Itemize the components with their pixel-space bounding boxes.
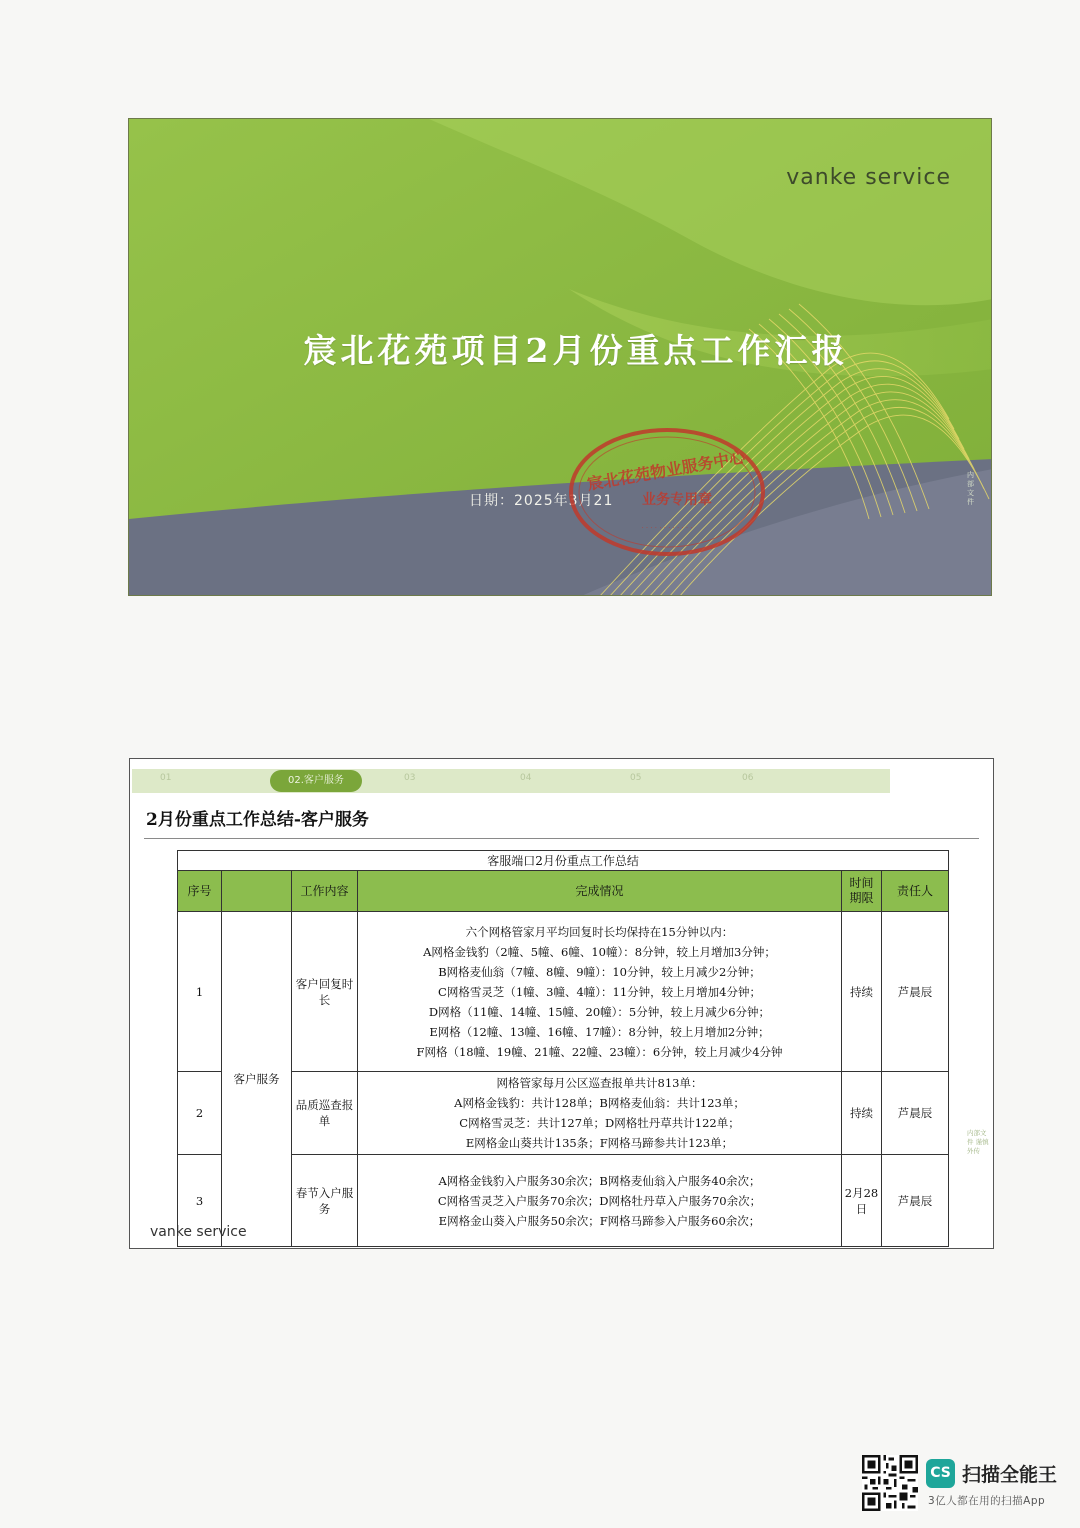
nav-tab-customer-service[interactable]: 02.客户服务	[270, 770, 362, 792]
detail-line: A网格金钱豹入户服务30余次；B网格麦仙翁入户服务40余次；	[438, 1173, 761, 1188]
cover-date: 日期：2025年3月21	[469, 493, 614, 509]
col-header-owner: 责任人	[882, 871, 949, 912]
detail-line: E网格金山葵共计135条；F网格马蹄参共计123单；	[465, 1136, 734, 1150]
col-header-category	[222, 871, 292, 912]
completion-details	[358, 912, 842, 1072]
detail-line: A网格金钱豹（2幢、5幢、6幢、10幢）：8分钟，较上月增加3分钟；	[423, 944, 776, 959]
table-row	[178, 1072, 949, 1155]
section-nav	[132, 769, 890, 793]
svg-text:业务专用章: 业务专用章	[642, 492, 712, 508]
detail-line: F网格（18幢、19幢、21幢、22幢、23幢）：6分钟，较上月减少4分钟	[416, 1044, 783, 1059]
detail-line: 六个网格管家月平均回复时长均保持在15分钟以内：	[465, 924, 734, 939]
detail-line: B网格麦仙翁（7幢、8幢、9幢）：10分钟，较上月减少2分钟；	[438, 964, 761, 979]
camscanner-logo-icon: CS	[926, 1459, 955, 1488]
detail-line: C网格雪灵芝：共计127单；D网格牡丹草共计122单；	[459, 1116, 740, 1130]
col-header-details: 完成情况	[358, 871, 842, 912]
nav-tab-04[interactable]: 04	[520, 773, 532, 783]
scanner-app-slogan: 3亿人都在用的扫描App	[928, 1495, 1046, 1507]
col-header-content: 工作内容	[292, 871, 358, 912]
detail-line: 网格管家每月公区巡查报单共计813单：	[496, 1076, 703, 1090]
nav-tab-03[interactable]: 03	[404, 773, 416, 783]
work-content: 客户回复时长	[292, 912, 358, 1072]
brand-logo: vanke service	[150, 1224, 247, 1240]
side-watermark: 内部文件	[967, 471, 974, 506]
detail-line: C网格雪灵芝（1幢、3幢、4幢）：11分钟，较上月增加4分钟；	[438, 984, 761, 999]
detail-line: E网格（12幢、13幢、16幢、17幢）：8分钟，较上月增加2分钟；	[429, 1024, 770, 1039]
deadline: 持续	[842, 912, 882, 1072]
detail-line: A网格金钱豹：共计128单；B网格麦仙翁：共计123单；	[454, 1096, 745, 1110]
cover-slide	[128, 118, 992, 596]
owner: 芦晨辰	[882, 1072, 949, 1155]
work-content: 春节入户服务	[292, 1155, 358, 1247]
detail-line: E网格金山葵入户服务50余次；F网格马蹄参入户服务60余次；	[438, 1213, 761, 1228]
table-row	[178, 1155, 949, 1247]
detail-line: D网格（11幢、14幢、15幢、20幢）：5分钟，较上月减少6分钟；	[428, 1004, 771, 1019]
brand-logo: vanke service	[786, 165, 951, 190]
nav-tab-05[interactable]: 05	[630, 773, 642, 783]
work-summary-table	[177, 850, 949, 1247]
qr-code-icon	[862, 1455, 918, 1511]
row-number: 1	[178, 912, 222, 1072]
cover-title: 宸北花苑项目2月份重点工作汇报	[303, 331, 849, 370]
completion-details	[358, 1155, 842, 1247]
col-header-no: 序号	[178, 871, 222, 912]
svg-text:宸北花苑物业服务中心: 宸北花苑物业服务中心	[585, 447, 747, 494]
summary-slide	[129, 758, 994, 1249]
table-row	[178, 912, 949, 1072]
deadline: 持续	[842, 1072, 882, 1155]
heading-divider	[144, 838, 979, 839]
work-content: 品质巡查报单	[292, 1072, 358, 1155]
slide-heading: 2月份重点工作总结-客户服务	[146, 810, 369, 830]
svg-text:· · · · · · · · · · · ·: · · · · · · · · · · · ·	[641, 524, 693, 532]
table-caption: 客服端口2月份重点工作总结	[178, 851, 949, 871]
col-header-deadline: 时间期限	[842, 871, 882, 912]
row-number: 3	[178, 1155, 222, 1247]
nav-tab-06[interactable]: 06	[742, 773, 754, 783]
category-cell: 客户服务	[222, 912, 292, 1247]
deadline: 2月28日	[842, 1155, 882, 1247]
detail-line: C网格雪灵芝入户服务70余次；D网格牡丹草入户服务70余次；	[437, 1193, 762, 1208]
scanner-app-name: 扫描全能王	[962, 1464, 1058, 1486]
completion-details	[358, 1072, 842, 1155]
owner: 芦晨辰	[882, 1155, 949, 1247]
side-watermark: 内部文件 谨慎外传	[967, 1129, 989, 1155]
company-seal-stamp	[567, 424, 767, 559]
row-number: 2	[178, 1072, 222, 1155]
nav-tab-01[interactable]: 01	[160, 773, 172, 783]
owner: 芦晨辰	[882, 912, 949, 1072]
